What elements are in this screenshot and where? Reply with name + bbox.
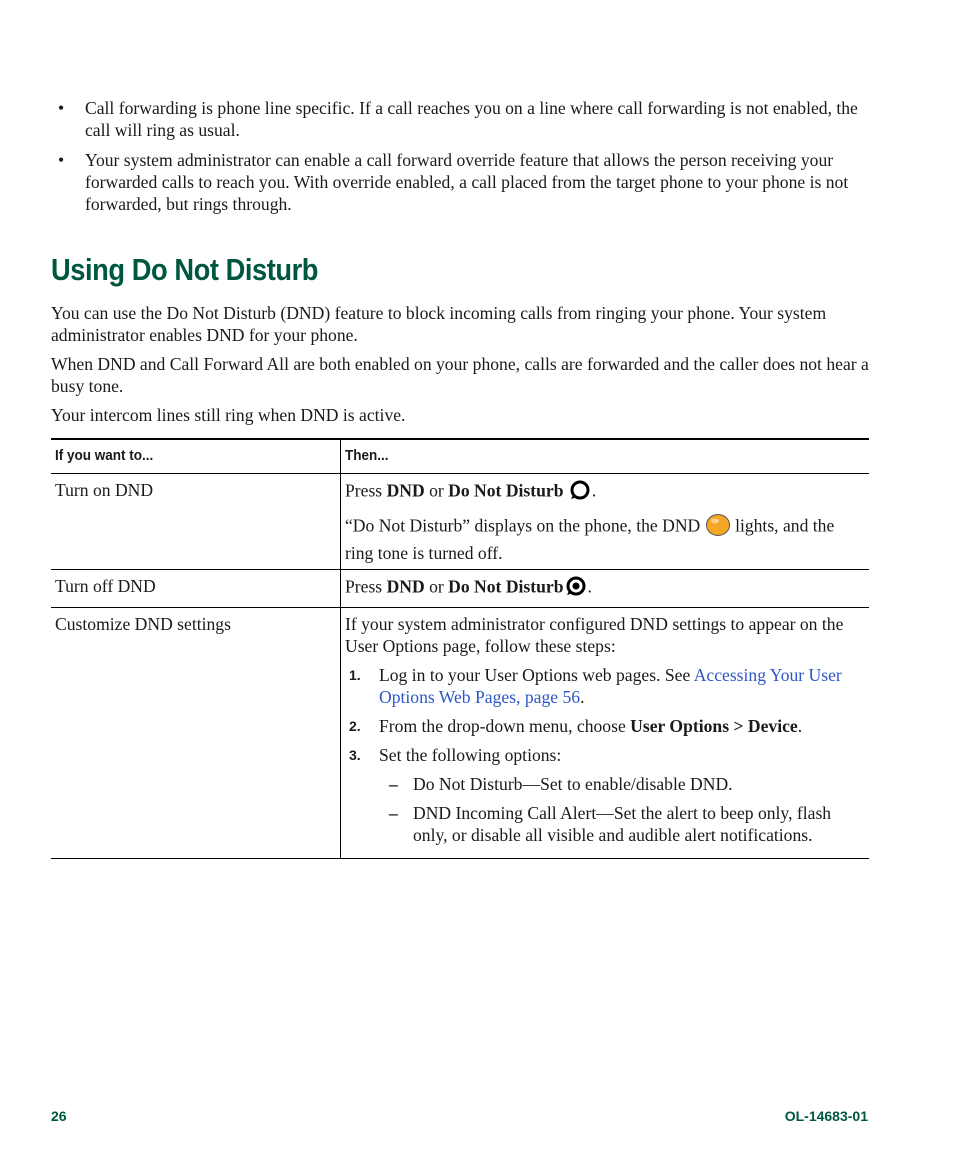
bullet-item: [51, 97, 871, 141]
section-heading: Using Do Not Disturb: [51, 252, 319, 287]
dnd-key-label: DND: [386, 480, 425, 501]
step-item: 2. From the drop-down menu, choose User Options > Device.: [349, 716, 803, 736]
step-item: 3. Set the following options: – Do Not Disturb—Set to enable/disable DND. – DND Incoming Call Alert—Set the alert to beep only, flash only, or disable all visible and audible alert notifications.: [345, 744, 865, 846]
steps-list: [345, 664, 865, 846]
dnd-off-button-icon: [568, 479, 592, 506]
instruction-note: “Do Not Disturb” displays on the phone, the DND lights, and the ring tone is turned off.: [345, 513, 865, 564]
dnd-amber-light-icon: [705, 513, 731, 542]
bullet-item: [51, 149, 871, 215]
column-header-action: If you want to...: [51, 439, 341, 474]
row-action-cell: Turn on DND: [51, 474, 341, 570]
dnd-key-label: DND: [386, 576, 425, 597]
intro-paragraph: Your intercom lines still ring when DND is active.: [51, 405, 406, 425]
row-action-cell: Turn off DND: [51, 570, 341, 608]
do-not-disturb-softkey-label: Do Not Disturb: [448, 480, 564, 501]
instruction-line: Press DND or Do Not Disturb .: [345, 479, 865, 506]
row-instruction-cell: [341, 474, 870, 570]
dnd-table: [51, 438, 869, 859]
sub-option-item: – Do Not Disturb—Set to enable/disable DND.: [389, 774, 733, 794]
do-not-disturb-softkey-label: Do Not Disturb: [448, 576, 564, 597]
table-row: [51, 608, 869, 859]
step-item: 1. Log in to your User Options web pages. See Accessing Your User Options Web Pages, page 56.: [349, 665, 842, 707]
dnd-on-button-icon: [564, 575, 588, 602]
row-instruction-cell: [341, 608, 870, 859]
row-action-cell: Customize DND settings: [51, 608, 341, 859]
sub-options-list: [379, 773, 865, 846]
page-number: 26: [51, 1108, 67, 1124]
instruction-line: Press DND or Do Not Disturb .: [345, 575, 865, 602]
sub-option-item: – DND Incoming Call Alert—Set the alert to beep only, flash only, or disable all visible and audible alert notifications.: [389, 803, 832, 845]
column-header-then: Then...: [341, 439, 870, 474]
bullet-list: [51, 97, 871, 223]
table-row: [51, 474, 869, 570]
intro-paragraph: You can use the Do Not Disturb (DND) feature to block incoming calls from ringing your phone. Your system administrator enables DND for your phone.: [51, 303, 827, 345]
intro-paragraph: When DND and Call Forward All are both enabled on your phone, calls are forwarded and the caller does not hear a busy tone.: [51, 354, 869, 396]
row-instruction-cell: [341, 570, 870, 608]
bullet-text: Call forwarding is phone line specific. If a call reaches you on a line where call forwarding is not enabled, the call will ring as usual.: [85, 98, 858, 140]
accessing-user-options-link[interactable]: Accessing Your User Options Web Pages, page 56: [379, 665, 842, 707]
bullet-dot: •: [58, 150, 65, 170]
bullet-dot: •: [58, 98, 65, 118]
menu-path: User Options > Device: [630, 716, 798, 736]
step-number: 1.: [349, 667, 361, 683]
intro-text: [51, 302, 871, 433]
step-number: 3.: [349, 747, 361, 763]
bullet-text: Your system administrator can enable a call forward override feature that allows the person receiving your forwarded calls to reach you. With override enabled, a call placed from the target phone to your phone is not forwarded, but rings through.: [85, 150, 849, 214]
document-id: OL-14683-01: [784, 1108, 868, 1124]
step-number: 2.: [349, 718, 361, 734]
instruction-lead: If your system administrator configured DND settings to appear on the User Options page, follow these steps:: [345, 614, 844, 656]
table-row: [51, 570, 869, 608]
table-header-row: [51, 439, 869, 474]
